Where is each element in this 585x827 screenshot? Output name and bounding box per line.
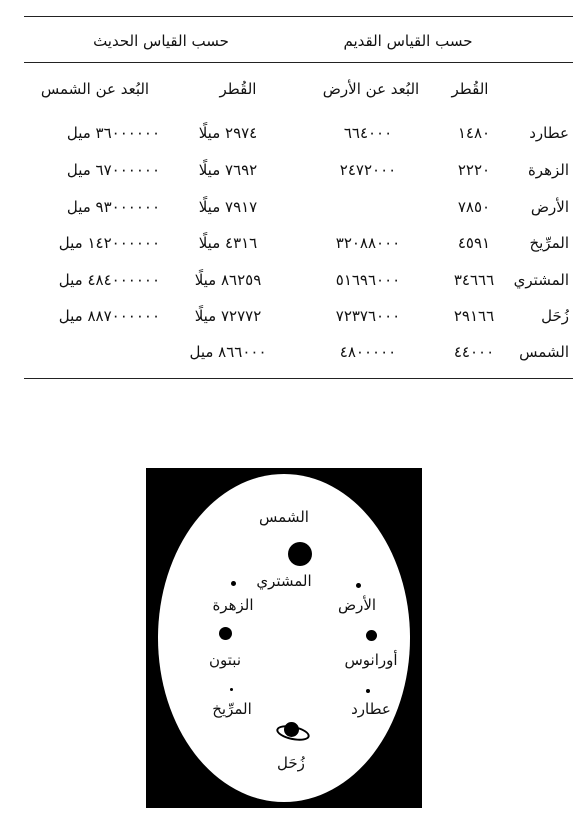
diameter-new-cell: ٢٩٧٤ ميلًا [198,124,258,142]
distance-earth-cell: ٥١٦٩٦٠٠٠ [335,271,401,289]
mars-icon [230,688,233,691]
planet-name: المرِّيخ [529,234,569,252]
earth-icon [356,583,361,588]
label-earth: الأرض [337,596,377,614]
label-saturn: زُحَل [277,754,305,772]
distance-sun-cell: ٩٣٠٠٠٠٠٠ ميل [66,198,160,216]
label-sun: الشمس [259,508,309,526]
planet-name: الزهرة [527,161,569,179]
header-diameter-old: القُطر [451,80,489,98]
planet-name: عطارد [529,124,569,142]
sun-icon [288,542,312,566]
distance-earth-cell: ٧٢٣٧٦٠٠٠ [335,307,401,325]
diameter-old-cell: ١٤٨٠ [457,124,491,142]
neptune-icon [219,627,232,640]
mercury-icon [366,689,370,693]
distance-earth-cell: ٣٢٠٨٨٠٠٠ [335,234,401,252]
table-header-rule [24,62,573,63]
distance-earth-cell: ٤٨٠٠٠٠٠ [339,343,397,361]
diameter-new-cell: ٨٦٦٠٠٠ ميل [189,343,267,361]
solar-system-figure [146,468,422,808]
diameter-old-cell: ٢٢٢٠ [457,161,491,179]
header-diameter-new: القُطر [219,80,257,98]
distance-sun-cell: ٣٦٠٠٠٠٠٠ ميل [66,124,160,142]
header-distance-earth: البُعد عن الأرض [322,80,420,98]
diameter-new-cell: ٤٣١٦ ميلًا [198,234,258,252]
table-top-rule [24,16,573,17]
saturn-icon [284,722,299,737]
planet-name: الشمس [519,343,569,361]
venus-icon [231,581,236,586]
group-header-new: حسب القياس الحديث [93,32,229,50]
label-mercury: عطارد [351,700,391,718]
diameter-new-cell: ٧٩١٧ ميلًا [198,198,258,216]
header-distance-sun: البُعد عن الشمس [40,80,150,98]
distance-earth-cell: ٢٤٧٢٠٠٠ [339,161,397,179]
diameter-old-cell: ٣٤٦٦٦ [453,271,495,289]
distance-sun-cell: ٦٧٠٠٠٠٠٠ ميل [66,161,160,179]
group-header-old: حسب القياس القديم [343,32,473,50]
planet-name: الأرض [530,198,569,216]
diameter-old-cell: ٢٩١٦٦ [453,307,495,325]
diameter-old-cell: ٤٤٠٠٠ [453,343,495,361]
distance-sun-cell: ١٤٢٠٠٠٠٠٠ ميل [58,234,160,252]
diameter-old-cell: ٤٥٩١ [457,234,491,252]
label-venus: الزهرة [212,596,254,614]
diameter-new-cell: ٧٢٧٧٢ ميلًا [194,307,262,325]
distance-earth-cell: ٦٦٤٠٠٠ [343,124,393,142]
diameter-old-cell: ٧٨٥٠ [457,198,491,216]
label-neptune: نبتون [209,651,241,669]
planet-name: المشتري [513,271,569,289]
distance-sun-cell: ٨٨٧٠٠٠٠٠٠ ميل [58,307,160,325]
uranus-icon [366,630,377,641]
distance-sun-cell: ٤٨٤٠٠٠٠٠٠ ميل [58,271,160,289]
table-bottom-rule [24,378,573,379]
planet-name: زُحَل [541,307,569,325]
label-jupiter: المشتري [256,572,312,590]
label-uranus: أورانوس [344,651,398,669]
label-mars: المرِّيخ [212,700,252,718]
diameter-new-cell: ٧٦٩٢ ميلًا [198,161,258,179]
diameter-new-cell: ٨٦٢٥٩ ميلًا [194,271,262,289]
